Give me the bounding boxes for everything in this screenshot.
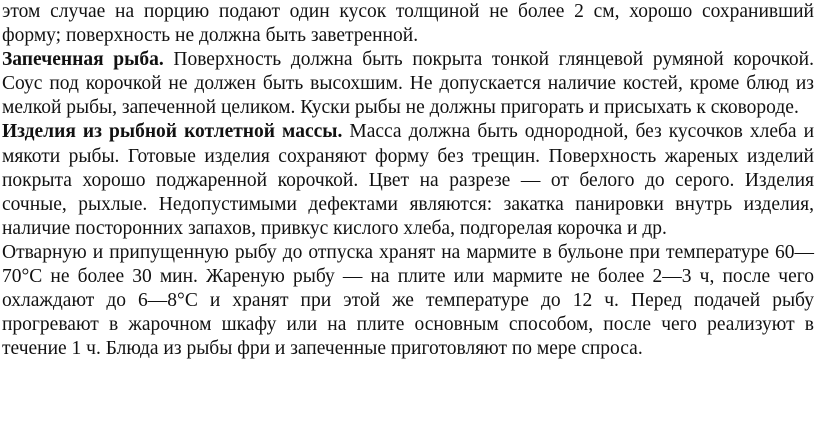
paragraph-term: Изделия из рыбной котлетной массы. [2, 121, 343, 143]
paragraph-portion-continuation [2, 0, 814, 48]
paragraph-text: Поверхность должна быть покрыта тонкой глянцевой румяной корочкой. Соус под корочкой не должен быть высохшим. Не допускается наличие костей, кроме блюд из мелкой рыбы, запеченной целиком. Куски рыбы не должны пригорать и присыхать к сковороде. [2, 49, 814, 119]
paragraph-text: Масса должна быть однородной, без кусочков хлеба и мякоти рыбы. Готовые изделия сохраняют форму без трещин. Поверхность жареных изделий покрыта хорошо поджаренной корочкой. Цвет на разрезе — от белого до серого. Изделия сочные, рыхлые. Недопустимыми дефектами являются: закатка панировки внутрь изделия, наличие посторонних запахов, привкус кислого хлеба, подгорелая корочка и др. [2, 121, 815, 239]
paragraph-text: Отварную и припущенную рыбу до отпуска хранят на мармите в бульоне при температуре 60—70°С не более 30 мин. Жареную рыбу — на плите или мармите не более 2—3 ч, после чего охлаждают до 6—8°С и хранят при этой же температуре до 12 ч. Перед подачей рыбу прогревают в жарочном шкафу или на плите основным способом, после чего реализуют в течение 1 ч. Блюда из рыбы фри и запеченные приготовляют по мере спроса. [2, 241, 814, 360]
paragraph-term: Запеченная рыба. [2, 49, 164, 71]
paragraph-storage-rules [2, 241, 814, 361]
paragraph-text: этом случае на порцию подают один кусок толщиной не более 2 см, хорошо сохранивший форму; поверхность не должна быть заветренной. [2, 1, 814, 47]
paragraph-baked-fish [2, 48, 814, 120]
document-page [2, 0, 814, 361]
paragraph-fish-cutlet-products [2, 120, 814, 240]
